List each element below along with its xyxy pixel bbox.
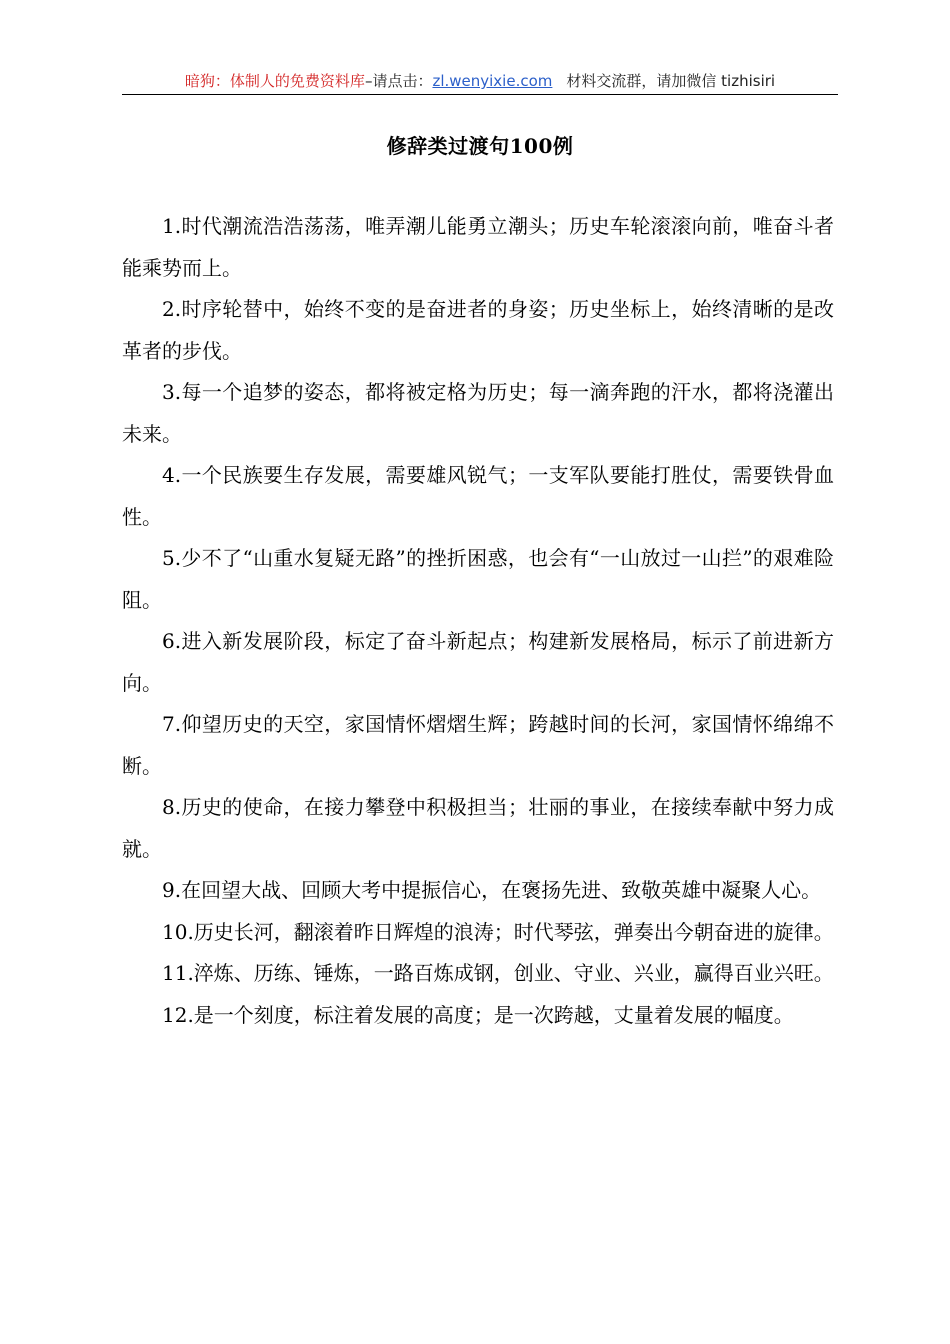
- paragraph-12: 12.是一个刻度，标注着发展的高度；是一次跨越，丈量着发展的幅度。: [162, 1002, 794, 1027]
- paragraph-1: 1.时代潮流浩浩荡荡，唯弄潮儿能勇立潮头；历史车轮滚滚向前，唯奋斗者能乘势而上。: [122, 214, 834, 280]
- header-click-text: –请点击：: [364, 72, 433, 90]
- paragraph-3: 3.每一个追梦的姿态，都将被定格为历史；每一滴奔跑的汗水，都将浇灌出未来。: [122, 380, 834, 446]
- page-header: [122, 68, 838, 95]
- paragraph-4: 4.一个民族要生存发展，需要雄风锐气；一支军队要能打胜仗，需要铁骨血性。: [122, 463, 834, 529]
- paragraph-5: 5.少不了“山重水复疑无路”的挫折困惑，也会有“一山放过一山拦”的艰难险阻。: [122, 546, 834, 612]
- paragraph-9: 9.在回望大战、回顾大考中提振信心，在褒扬先进、致敬英雄中凝聚人心。: [162, 878, 822, 902]
- paragraph-11: 11.淬炼、历练、锤炼，一路百炼成钢，创业、守业、兴业，赢得百业兴旺。: [162, 961, 834, 985]
- document-body: [122, 206, 834, 1036]
- paragraph-7: 7.仰望历史的天空，家国情怀熠熠生辉；跨越时间的长河，家国情怀绵绵不断。: [122, 712, 834, 778]
- paragraph-10: 10.历史长河，翻滚着昨日辉煌的浪涛；时代琴弦，弹奏出今朝奋进的旋律。: [162, 919, 834, 944]
- header-group-text: 材料交流群，请加微信 tizhisiri: [566, 72, 776, 90]
- document-title: 修辞类过渡句100例: [386, 134, 574, 158]
- header-link[interactable]: zl.wenyixie.com: [432, 72, 553, 90]
- paragraph-2: 2.时序轮替中，始终不变的是奋进者的身姿；历史坐标上，始终清晰的是改革者的步伐。: [122, 297, 834, 363]
- paragraph-8: 8.历史的使命，在接力攀登中积极担当；壮丽的事业，在接续奉献中努力成就。: [122, 795, 834, 861]
- paragraph-6: 6.进入新发展阶段，标定了奋斗新起点；构建新发展格局，标示了前进新方向。: [122, 629, 834, 695]
- header-brand-text: 暗狗：体制人的免费资料库: [184, 72, 365, 90]
